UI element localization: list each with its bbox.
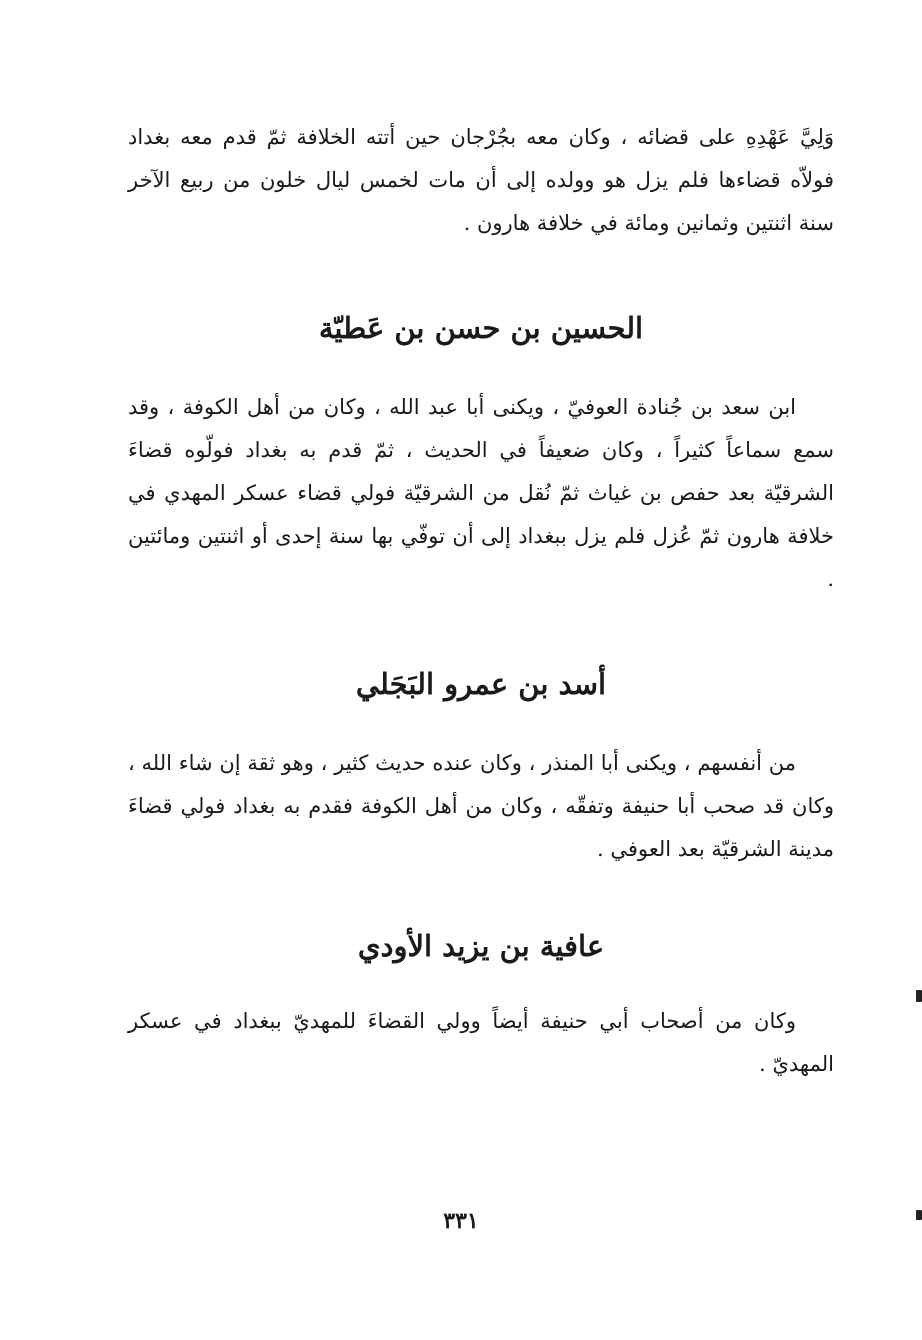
paragraph-al-husayn — [128, 386, 834, 601]
paragraph-continuation: وَلِيَّ عَهْدِهِ على قضائه ، وكان معه بجُرْجان حين أتته الخلافة ثمّ قدم معه بغداد فولاّه قضاءها فلم يزل هو وولده إلى أن مات لخمس ليال خلون من ربيع الآخر سنة اثنتين وثمانين ومائة في خلافة هارون . — [128, 125, 834, 235]
paragraph-asad — [128, 742, 834, 871]
paragraph-asad-text: من أنفسهم ، ويكنى أبا المنذر ، وكان عنده حديث كثير ، وهو ثقة إن شاء الله ، وكان قد صحب أبا حنيفة وتفقّه ، وكان من أهل الكوفة فقدم به بغداد فولي قضاءَ مدينة الشرقيّة بعد العوفي . — [128, 751, 834, 861]
scan-edge-mark — [916, 1210, 922, 1220]
scan-edge-mark — [916, 990, 922, 1002]
paragraph-al-husayn-text: ابن سعد بن جُنادة العوفيّ ، ويكنى أبا عبد الله ، وكان من أهل الكوفة ، وقد سمع سماعاً كثيراً ، وكان ضعيفاً في الحديث ، ثمّ قدم به بغداد فولّوه قضاءَ الشرقيّة بعد حفص بن غياث ثمّ نُقل من الشرقيّة فولي قضاء عسكر المهدي في خلافة هارون ثمّ عُزل فلم يزل ببغداد إلى أن توفّي بها سنة إحدى أو اثنتين ومائتين . — [128, 395, 834, 591]
paragraph-afiya — [128, 1000, 834, 1086]
paragraph-afiya-text: وكان من أصحاب أبي حنيفة أيضاً وولي القضاءَ للمهديّ ببغداد في عسكر المهديّ . — [128, 1009, 834, 1076]
heading-afiya: عافية بن يزيد الأودي — [357, 929, 605, 963]
page-number: ٣٣١ — [443, 1208, 479, 1234]
heading-asad: أسد بن عمرو البَجَلي — [355, 667, 607, 701]
heading-al-husayn: الحسين بن حسن بن عَطيّة — [318, 311, 644, 345]
